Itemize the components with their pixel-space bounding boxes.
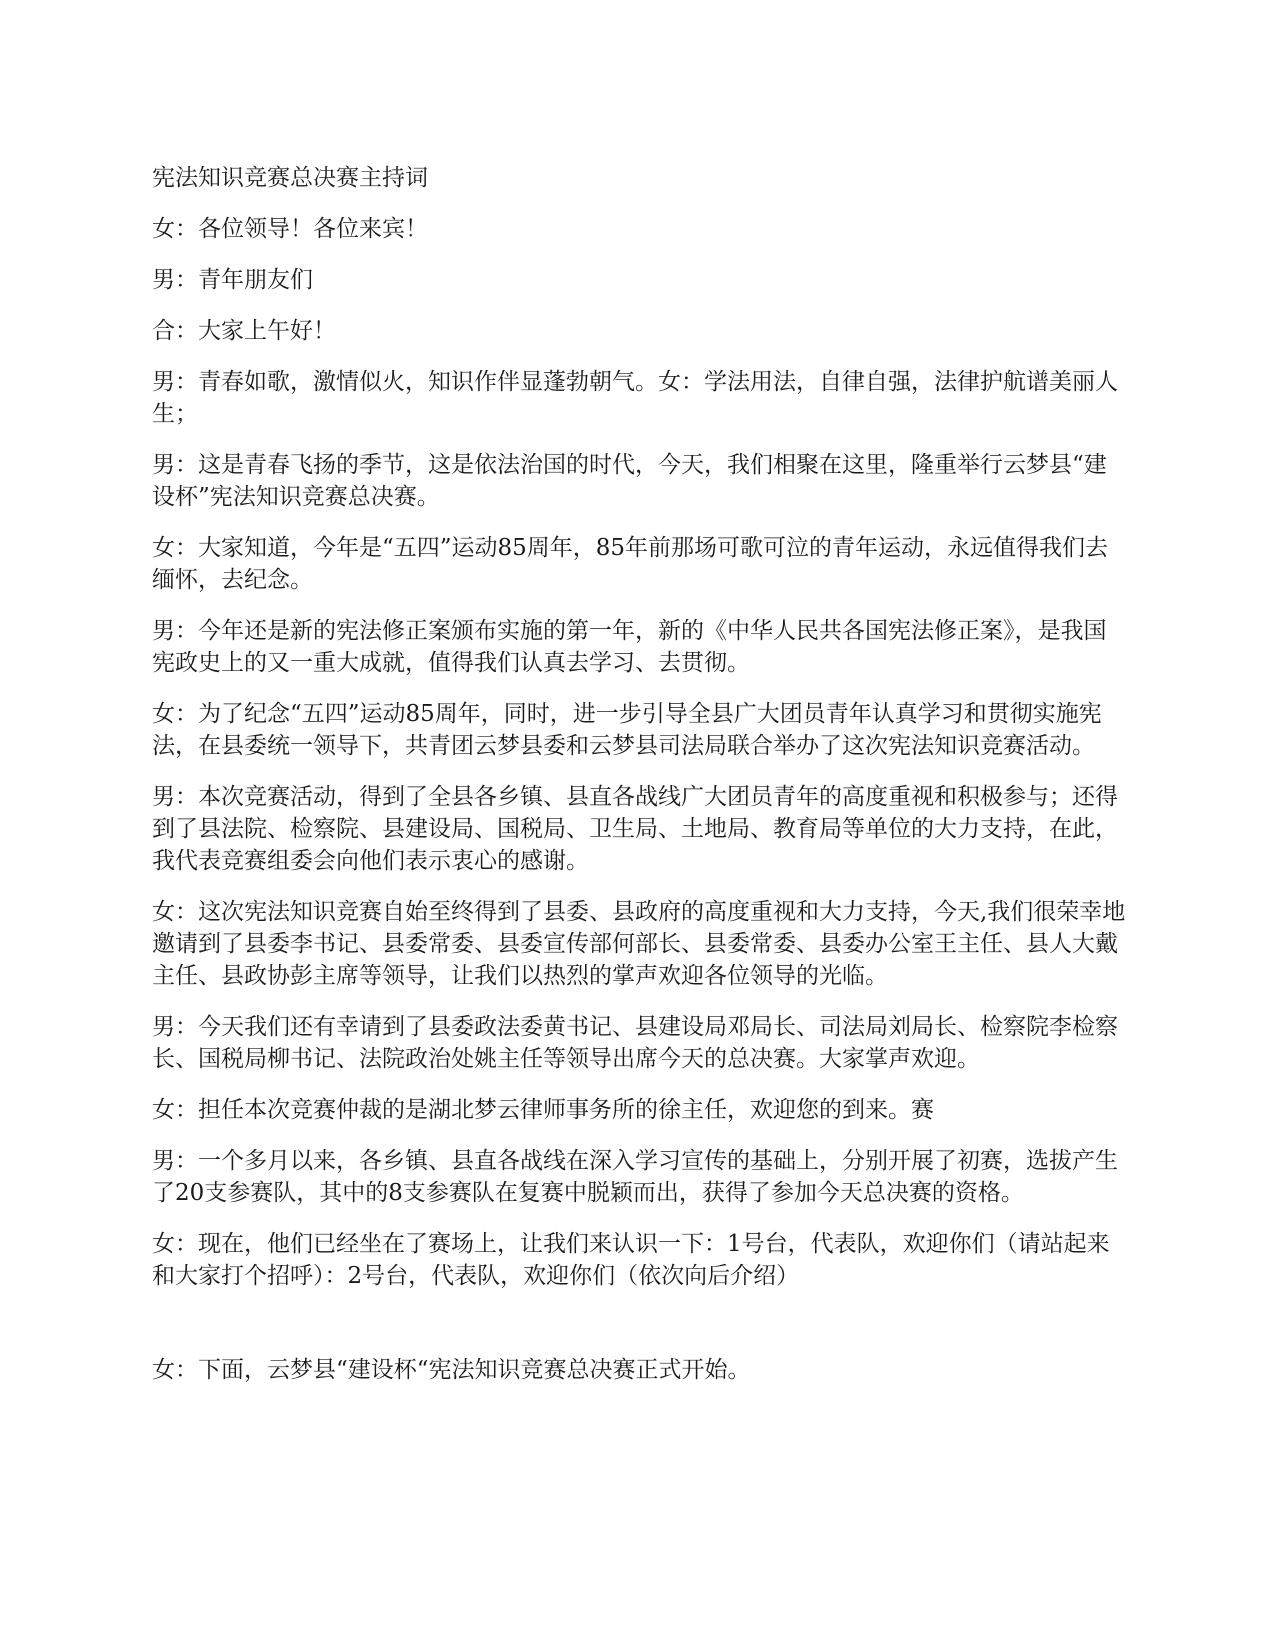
paragraph: 女：大家知道，今年是“五四”运动85周年，85年前那场可歌可泣的青年运动，永远值得我们去缅怀，去纪念。	[152, 535, 1109, 593]
paragraph: 男：这是青春飞扬的季节，这是依法治国的时代，今天，我们相聚在这里，隆重举行云梦县“建设杯”宪法知识竞赛总决赛。	[152, 452, 1107, 510]
document-page	[152, 162, 1127, 1405]
paragraph: 女：各位领导！各位来宾！	[152, 216, 428, 242]
paragraph: 女：担任本次竞赛仲裁的是湖北梦云律师事务所的徐主任，欢迎您的到来。赛	[152, 1097, 934, 1123]
paragraph: 男：今天我们还有幸请到了县委政法委黄书记、县建设局邓局长、司法局刘局长、检察院李检察长、国税局柳书记、法院政治处姚主任等领导出席今天的总决赛。大家掌声欢迎。	[152, 1014, 1118, 1072]
paragraph: 男：本次竞赛活动，得到了全县各乡镇、县直各战线广大团员青年的高度重视和积极参与；还得到了县法院、检察院、县建设局、国税局、卫生局、土地局、教育局等单位的大力支持，在此，我代表竞赛组委会向他们表示衷心的感谢。	[152, 784, 1118, 874]
paragraph: 女：为了纪念“五四”运动85周年，同时，进一步引导全县广大团员青年认真学习和贯彻实施宪法，在县委统一领导下，共青团云梦县委和云梦县司法局联合举办了这次宪法知识竞赛活动。	[152, 701, 1102, 759]
paragraph: 女：这次宪法知识竞赛自始至终得到了县委、县政府的高度重视和大力支持，今天,我们很荣幸地邀请到了县委李书记、县委常委、县委宣传部何部长、县委常委、县委办公室王主任、县人大戴主任、县政协彭主席等领导，让我们以热烈的掌声欢迎各位领导的光临。	[152, 899, 1126, 989]
paragraph: 女：下面，云梦县“建设杯“宪法知识竞赛总决赛正式开始。	[152, 1357, 751, 1383]
document-title: 宪法知识竞赛总决赛主持词	[152, 165, 428, 191]
paragraph: 男：青春如歌，激情似火，知识作伴显蓬勃朝气。女：学法用法，自律自强，法律护航谱美丽人生；	[152, 369, 1118, 427]
paragraph: 合：大家上午好！	[152, 318, 336, 344]
paragraph: 男：青年朋友们	[152, 267, 313, 293]
paragraph: 女：现在，他们已经坐在了赛场上，让我们来认识一下：1号台，代表队，欢迎你们（请站起来和大家打个招呼）：2号台，代表队，欢迎你们（依次向后介绍）	[152, 1231, 1110, 1289]
paragraph: 男：一个多月以来，各乡镇、县直各战线在深入学习宣传的基础上，分别开展了初赛，选拔产生了20支参赛队，其中的8支参赛队在复赛中脱颖而出，获得了参加今天总决赛的资格。	[152, 1148, 1118, 1206]
paragraph: 男：今年还是新的宪法修正案颁布实施的第一年，新的《中华人民共各国宪法修正案》，是我国宪政史上的又一重大成就，值得我们认真去学习、去贯彻。	[152, 618, 1107, 676]
